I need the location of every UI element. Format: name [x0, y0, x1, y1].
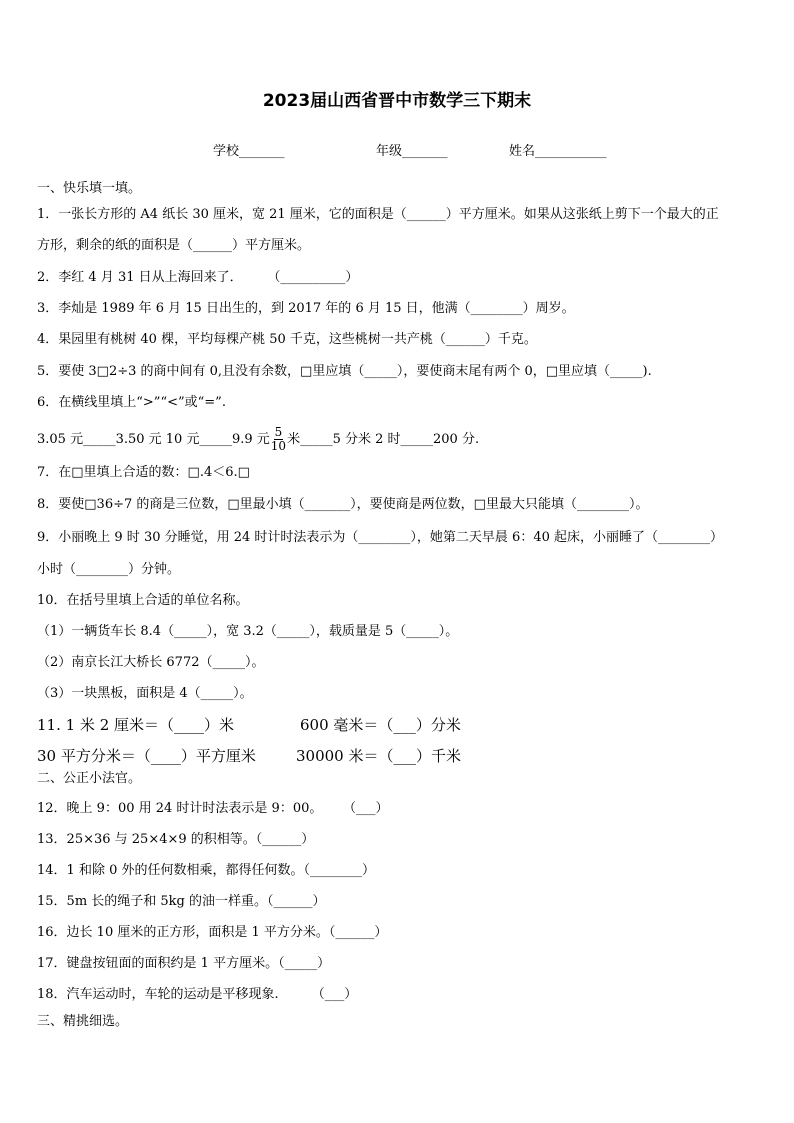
question-9: 9．小丽晚上 9 时 30 分睡觉，用 24 时计时法表示为（________），她第二天早晨 6：40 起床，小丽睡了（________） — [37, 530, 723, 545]
question-5: 5．要使 3□2÷3 的商中间有 0,且没有余数，□里应填（_____），要使商末尾有两个 0，□里应填（_____). — [37, 364, 652, 379]
question-1: 1．一张长方形的 A4 纸长 30 厘米，宽 21 厘米，它的面积是（______）平方厘米。如果从这张纸上剪下一个最大的正 — [37, 207, 719, 222]
question-11-a2: 600 毫米＝（___）分米 — [300, 716, 461, 734]
section-heading: 一、快乐填一填。 — [37, 181, 142, 196]
question-17: 17．键盘按钮面的面积约是 1 平方厘米。（_____） — [37, 956, 331, 971]
question-10-2: （2）南京长江大桥长 6772（_____）。 — [37, 655, 265, 670]
question-3: 3．李灿是 1989 年 6 月 15 日出生的，到 2017 年的 6 月 15 日，他满（________）周岁。 — [37, 301, 575, 316]
question-11-b2: 30000 米＝（___）千米 — [296, 747, 461, 765]
grade-field[interactable]: 年级_______ — [376, 144, 448, 159]
question-13: 13．25×36 与 25×4×9 的积相等。（______） — [37, 832, 315, 847]
question-7: 7．在□里填上合适的数：□.4＜6.□ — [37, 465, 250, 480]
question-2: 2．李红 4 月 31 日从上海回来了． （__________） — [37, 270, 359, 285]
school-field[interactable]: 学校_______ — [213, 144, 285, 159]
page-title: 2023届山西省晋中市数学三下期末 — [262, 91, 532, 111]
section-heading: 三、精挑细选。 — [37, 1014, 129, 1029]
question-6: 6．在横线里填上“>”“<”或“=”. — [37, 395, 226, 410]
question-10-3: （3）一块黑板，面积是 4（_____）。 — [37, 686, 253, 701]
fraction — [271, 426, 286, 453]
question-1-cont: 方形，剩余的纸的面积是（______）平方厘米。 — [37, 238, 311, 253]
question-12: 12．晚上 9：00 用 24 时计时法表示是 9：00。 （___） — [37, 801, 389, 816]
q6-part2: 米_____5 分米 2 时_____200 分. — [287, 432, 480, 447]
question-6-items — [37, 426, 479, 453]
question-9-cont: 小时（________）分钟。 — [37, 562, 181, 577]
fraction-denominator: 10 — [270, 439, 287, 453]
question-10: 10．在括号里填上合适的单位名称。 — [37, 593, 249, 608]
question-10-1: （1）一辆货车长 8.4（_____），宽 3.2（_____），载质量是 5（_____）。 — [37, 624, 459, 639]
name-field[interactable]: 姓名___________ — [509, 144, 607, 159]
question-4: 4．果园里有桃树 40 棵，平均每棵产桃 50 千克，这些桃树一共产桃（______）千克。 — [37, 332, 537, 347]
question-8: 8．要使□36÷7 的商是三位数，□里最小填（_______），要使商是两位数，□里最大只能填（________）。 — [37, 497, 649, 512]
question-11-b1: 30 平方分米＝（____）平方厘米 — [37, 747, 256, 765]
section-heading: 二、公正小法官。 — [37, 771, 142, 786]
question-11-a1: 11. 1 米 2 厘米＝（____）米 — [37, 716, 235, 734]
fraction-numerator: 5 — [274, 425, 283, 439]
question-14: 14．1 和除 0 外的任何数相乘，都得任何数。（________） — [37, 863, 375, 878]
question-15: 15．5m 长的绳子和 5kg 的油一样重。（______） — [37, 894, 326, 909]
q6-part1: 3.05 元_____3.50 元 10 元_____9.9 元 — [37, 432, 270, 447]
question-18: 18．汽车运动时，车轮的运动是平移现象. （___） — [37, 987, 358, 1002]
question-16: 16．边长 10 厘米的正方形，面积是 1 平方分米。（______） — [37, 925, 388, 940]
